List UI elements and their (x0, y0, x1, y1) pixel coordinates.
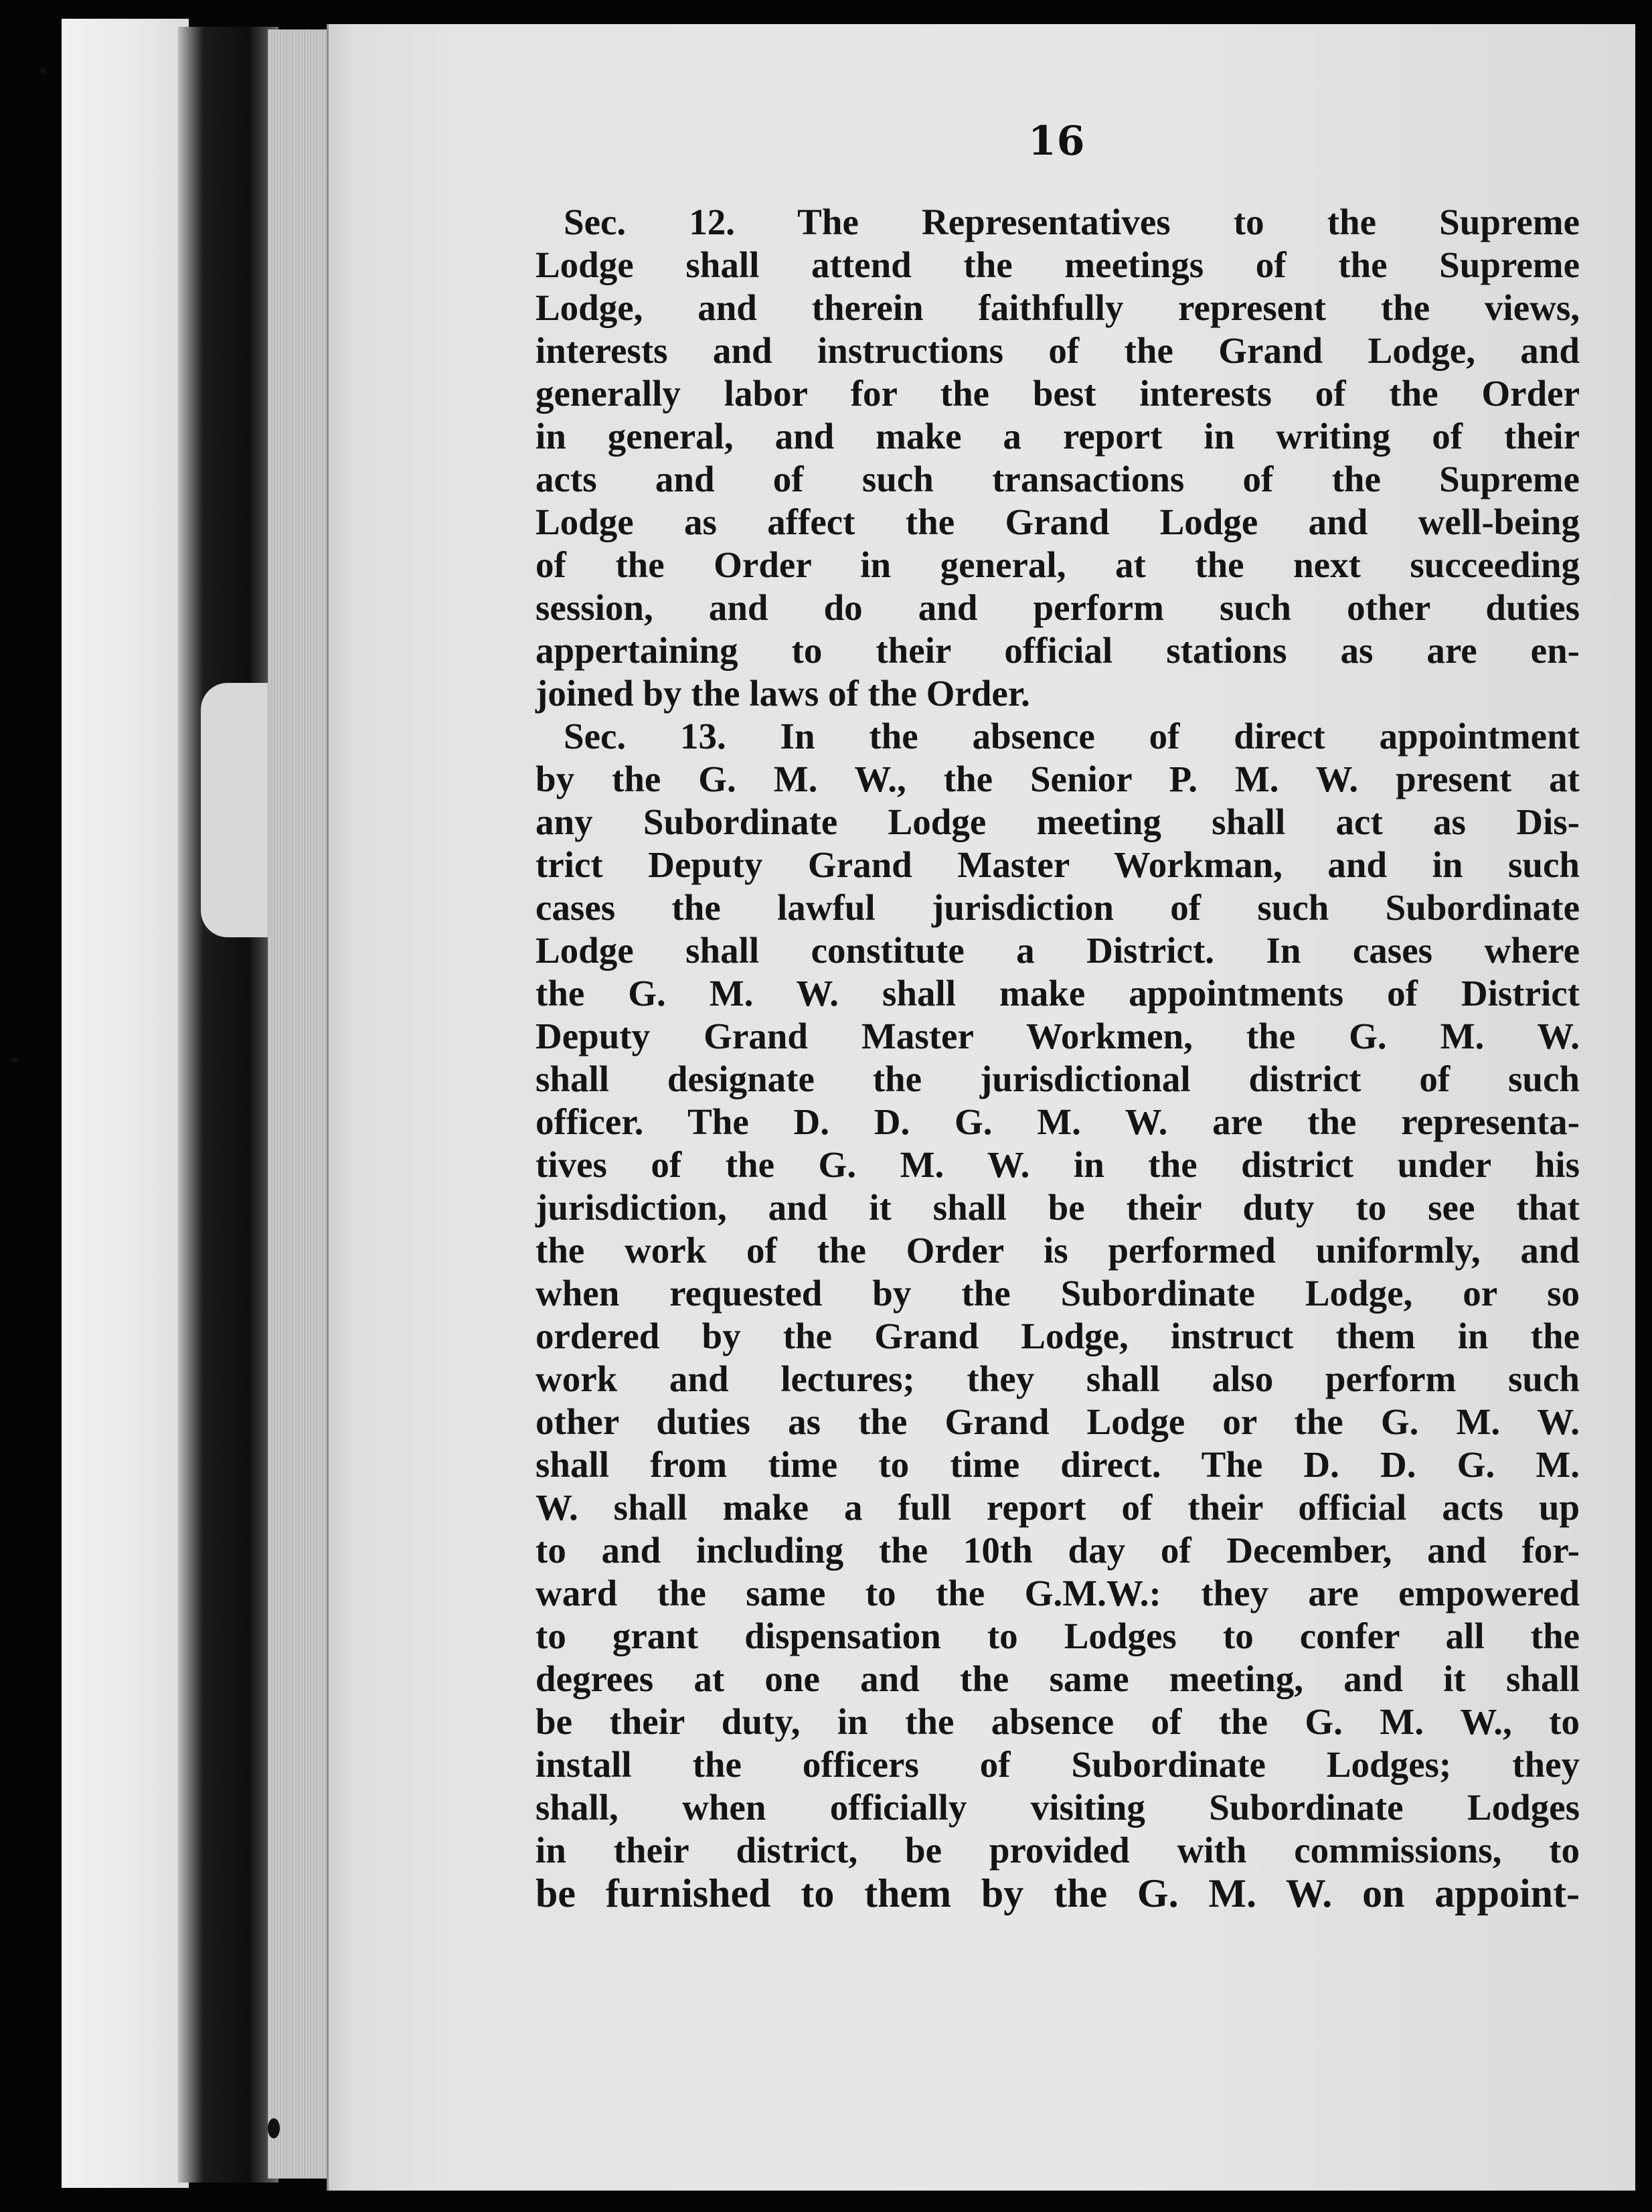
text-line: shall designate the jurisdictional district of such (535, 1058, 1580, 1099)
text-line: to and including the 10th day of December, and for- (535, 1530, 1580, 1571)
text-line: acts and of such transactions of the Supreme (535, 459, 1580, 499)
book-spine-highlight (201, 683, 274, 937)
page-number: 16 (1028, 118, 1086, 165)
text-line: shall, when officially visiting Subordinate Lodges (535, 1787, 1580, 1828)
text-line: degrees at one and the same meeting, and it shall (535, 1658, 1580, 1699)
scan-speck (40, 67, 47, 74)
text-line: joined by the laws of the Order. (535, 673, 1030, 714)
text-line: work and lectures; they shall also perform such (535, 1358, 1580, 1399)
text-line: the work of the Order is performed uniformly, and (535, 1230, 1580, 1271)
text-line: be furnished to them by the G. M. W. on appoint- (535, 1871, 1580, 1915)
text-line: shall from time to time direct. The D. D. G. M. (535, 1444, 1580, 1485)
text-line: jurisdiction, and it shall be their duty to see that (535, 1187, 1580, 1228)
text-line: trict Deputy Grand Master Workman, and in such (535, 844, 1580, 885)
text-line: W. shall make a full report of their official acts up (535, 1487, 1580, 1528)
text-line: by the G. M. W., the Senior P. M. W. present at (535, 759, 1580, 799)
text-line: in their district, be provided with commissions, to (535, 1830, 1580, 1871)
text-line: interests and instructions of the Grand Lodge, and (535, 330, 1580, 371)
text-line: any Subordinate Lodge meeting shall act as Dis- (535, 801, 1580, 842)
text-line: to grant dispensation to Lodges to confer all the (535, 1615, 1580, 1656)
text-line: tives of the G. M. W. in the district under his (535, 1144, 1580, 1185)
page-body-text (535, 201, 1580, 1915)
text-line: appertaining to their official stations as are en- (535, 630, 1580, 671)
text-line: when requested by the Subordinate Lodge, or so (535, 1273, 1580, 1314)
text-line: cases the lawful jurisdiction of such Subordinate (535, 887, 1580, 928)
book-spine (178, 27, 278, 2183)
text-line: Deputy Grand Master Workmen, the G. M. W. (535, 1016, 1580, 1056)
text-line: officer. The D. D. G. M. W. are the representa- (535, 1101, 1580, 1142)
text-line: install the officers of Subordinate Lodges; they (535, 1744, 1580, 1785)
scan-left-margin (62, 19, 189, 2188)
text-line: Sec. 12. The Representatives to the Supreme (564, 202, 1580, 242)
text-line: in general, and make a report in writing of their (535, 416, 1580, 457)
text-line: Lodge shall constitute a District. In cases where (535, 930, 1580, 971)
text-line: generally labor for the best interests of the Order (535, 373, 1580, 414)
scan-speck (11, 1058, 19, 1062)
text-line: other duties as the Grand Lodge or the G. M. W. (535, 1401, 1580, 1442)
text-line: Lodge, and therein faithfully represent the views, (535, 287, 1580, 328)
text-line: ordered by the Grand Lodge, instruct them in the (535, 1316, 1580, 1356)
scan-speck (268, 2118, 280, 2138)
text-line: Lodge shall attend the meetings of the Supreme (535, 244, 1580, 285)
page-edges (268, 29, 335, 2179)
text-line: of the Order in general, at the next succeeding (535, 544, 1580, 585)
text-line: be their duty, in the absence of the G. M. W., to (535, 1701, 1580, 1742)
text-line: session, and do and perform such other duties (535, 587, 1580, 628)
text-line: Lodge as affect the Grand Lodge and well-being (535, 501, 1580, 542)
text-line: Sec. 13. In the absence of direct appointment (564, 716, 1580, 757)
text-line: the G. M. W. shall make appointments of District (535, 973, 1580, 1014)
text-line: ward the same to the G.M.W.: they are empowered (535, 1573, 1580, 1613)
